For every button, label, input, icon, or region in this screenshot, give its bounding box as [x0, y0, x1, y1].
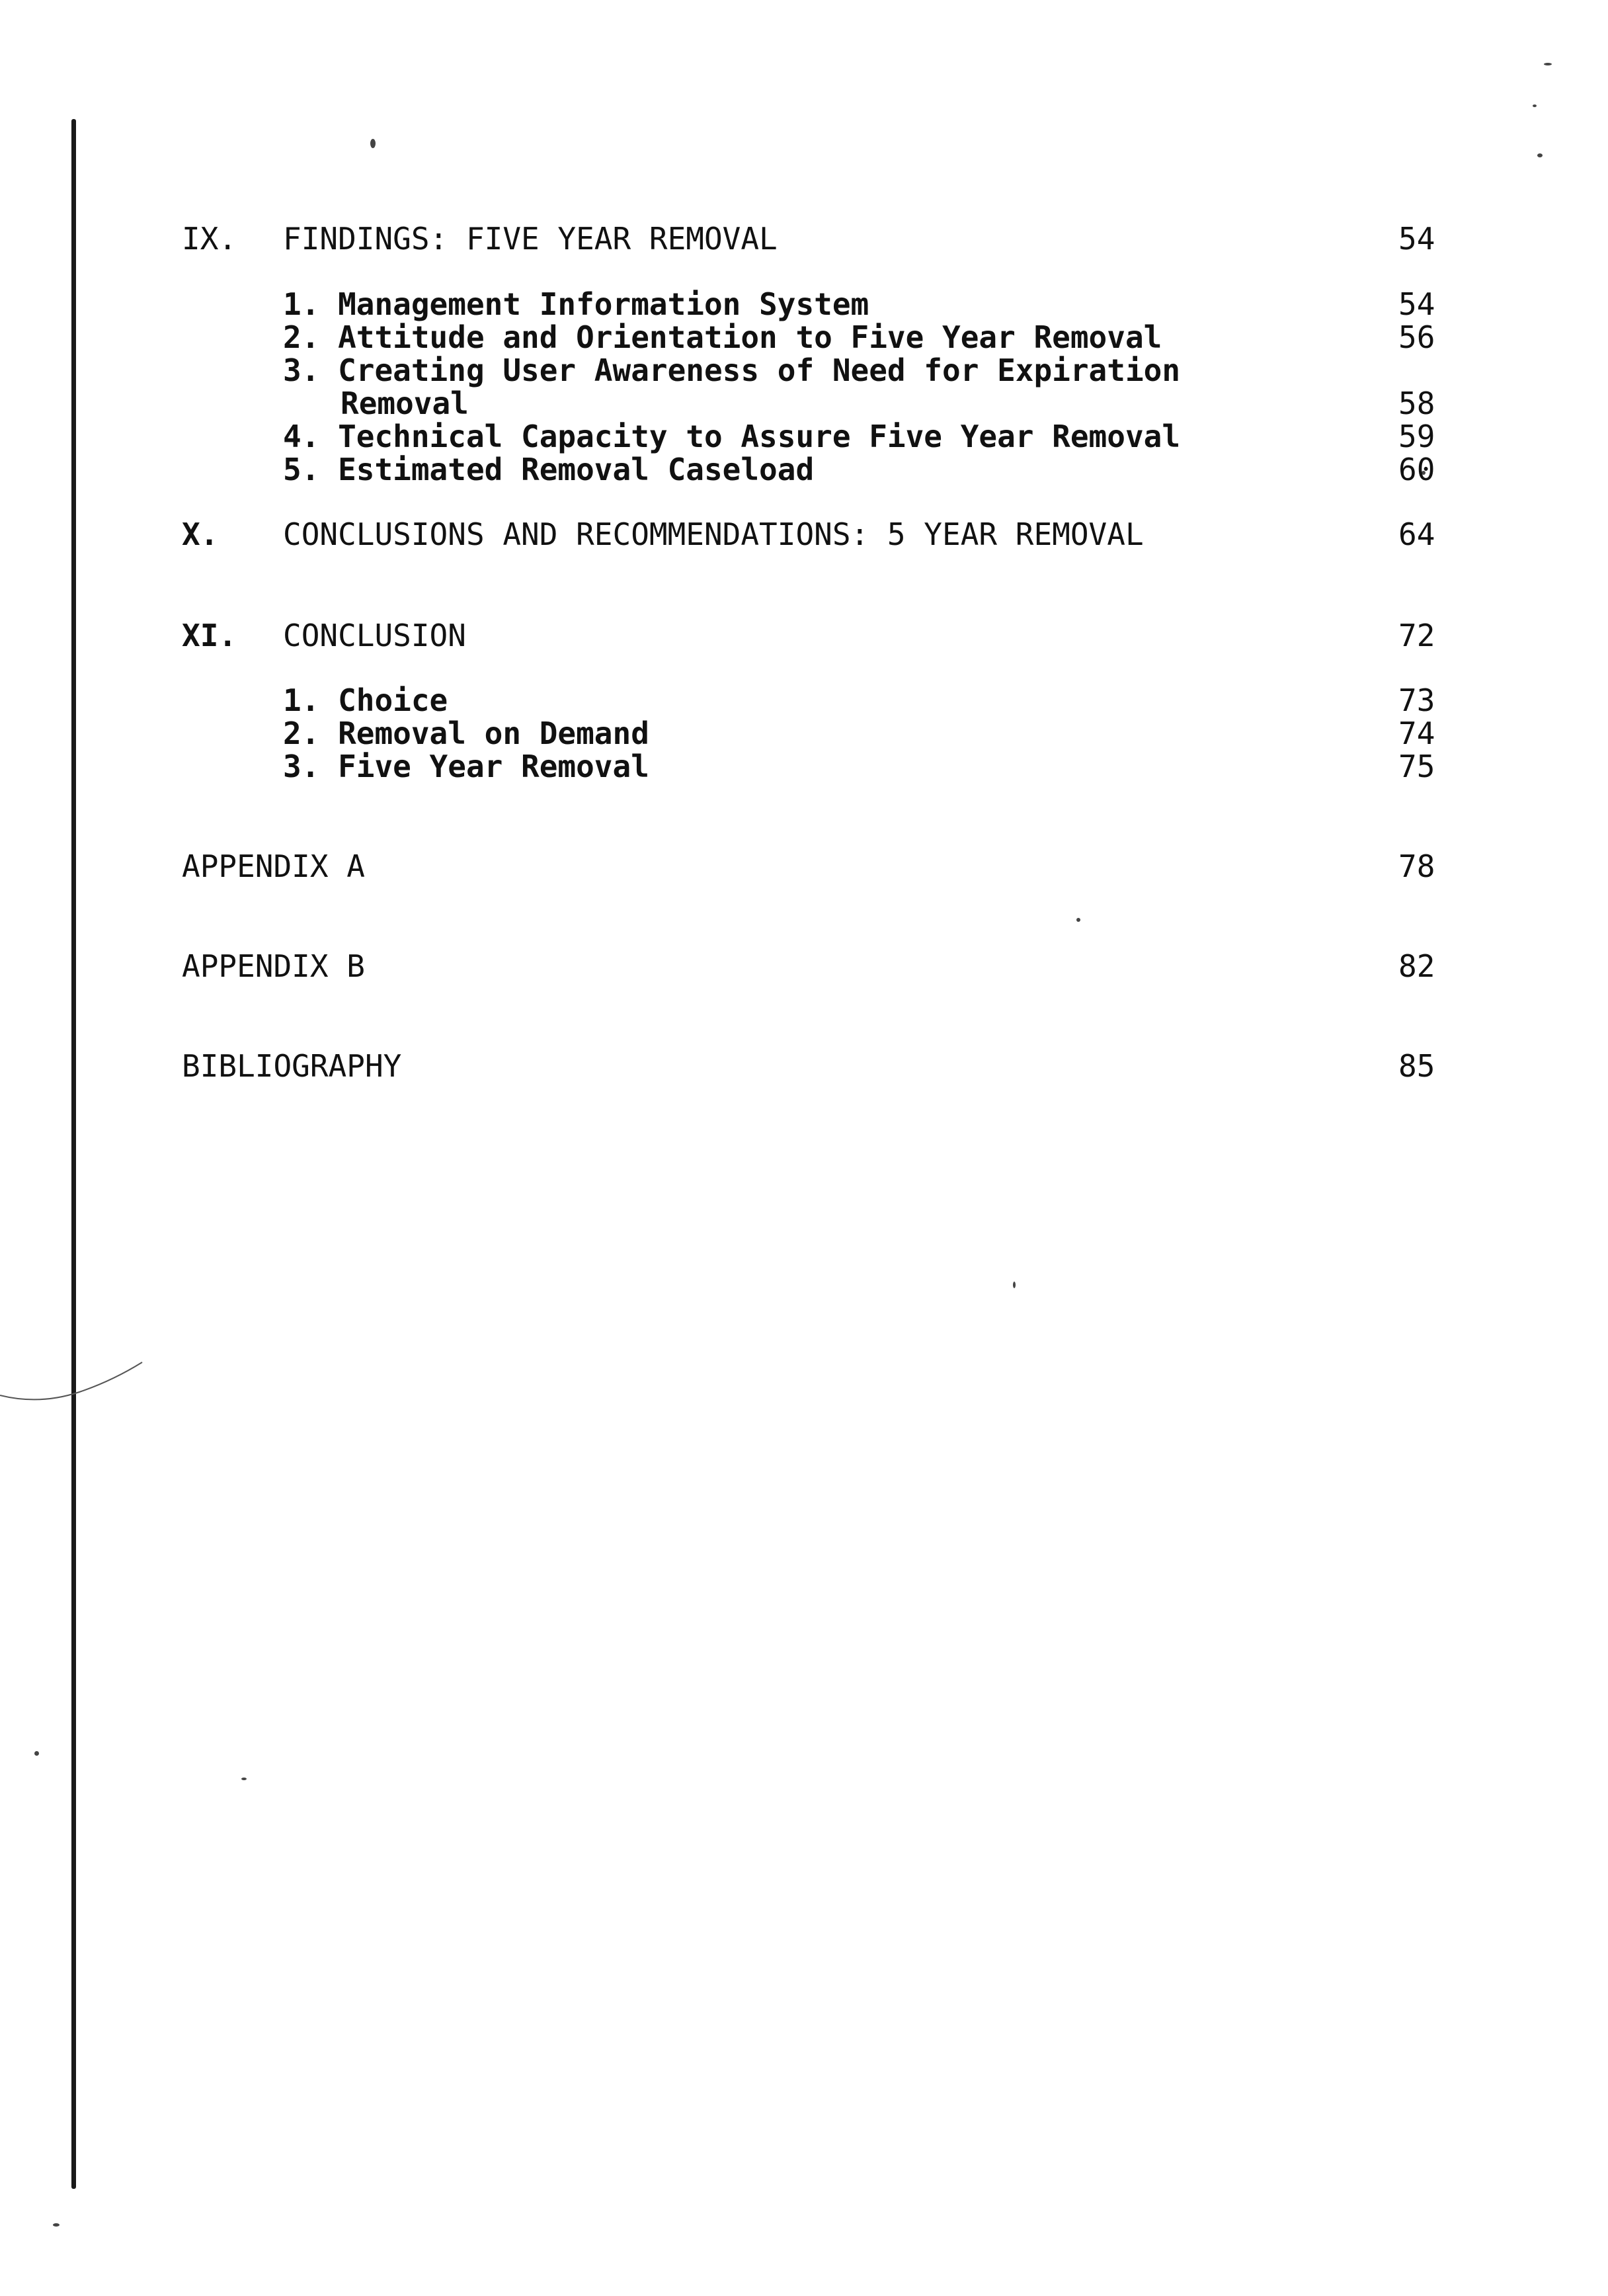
section-title: CONCLUSIONS AND RECOMMENDATIONS: 5 YEAR REMOVAL [283, 516, 1144, 552]
page-number: 64 [1398, 516, 1435, 552]
scan-speck [370, 139, 376, 148]
page-number: 58 [1398, 386, 1435, 421]
section-numeral: IX. [182, 221, 237, 257]
page-number: 60 [1398, 452, 1435, 487]
page-number: 85 [1398, 1048, 1435, 1084]
scan-speck [241, 1778, 247, 1780]
subentry-title: 1. Management Information System [283, 286, 869, 322]
subentry-title: 4. Technical Capacity to Assure Five Year Removal [283, 419, 1181, 454]
toc-subentry [0, 321, 1608, 354]
section-title: FINDINGS: FIVE YEAR REMOVAL [283, 221, 778, 257]
page-number: 82 [1398, 948, 1435, 984]
section-title: BIBLIOGRAPHY [182, 1048, 402, 1084]
toc-entry-section-x [0, 518, 1608, 551]
toc-subentry [0, 453, 1608, 486]
page-number: 56 [1398, 319, 1435, 355]
page-number: 72 [1398, 618, 1435, 653]
page-number: 73 [1398, 682, 1435, 718]
toc-subentry [0, 750, 1608, 783]
toc-entry-appendix-b [0, 950, 1608, 983]
scan-speck [1544, 63, 1552, 65]
scan-speck [34, 1751, 39, 1756]
scan-speck [1537, 153, 1543, 157]
page-number: 74 [1398, 716, 1435, 751]
scan-speck [1076, 918, 1080, 922]
toc-subentry [0, 717, 1608, 750]
toc-subentry [0, 684, 1608, 717]
toc-entry-bibliography [0, 1049, 1608, 1083]
page-number: 78 [1398, 848, 1435, 884]
scan-speck [1013, 1282, 1016, 1288]
toc-subentry-continuation [0, 387, 1608, 420]
subentry-title: 2. Attitude and Orientation to Five Year Removal [283, 319, 1162, 355]
page-number: 54 [1398, 221, 1435, 257]
section-title: APPENDIX A [182, 848, 365, 884]
subentry-title: 1. Choice [283, 682, 448, 718]
subentry-title: Removal [341, 386, 469, 421]
toc-subentry [0, 288, 1608, 321]
page-number: 75 [1398, 749, 1435, 784]
toc-entry-appendix-a [0, 850, 1608, 883]
subentry-title: 2. Removal on Demand [283, 716, 649, 751]
section-numeral: X. [182, 516, 219, 552]
subentry-title: 3. Creating User Awareness of Need for Expiration [283, 352, 1181, 388]
stray-curve-mark [0, 1356, 159, 1435]
scan-speck [1533, 104, 1537, 107]
scan-speck [53, 2223, 60, 2227]
subentry-title: 3. Five Year Removal [283, 749, 649, 784]
toc-entry-section-xi [0, 619, 1608, 652]
toc-subentry [0, 354, 1608, 387]
section-title: APPENDIX B [182, 948, 365, 984]
toc-subentry [0, 420, 1608, 453]
page-number: 54 [1398, 286, 1435, 322]
subentry-title: 5. Estimated Removal Caseload [283, 452, 815, 487]
section-title: CONCLUSION [283, 618, 466, 653]
toc-entry-section-ix [0, 222, 1608, 255]
page-number: 59 [1398, 419, 1435, 454]
section-numeral: XI. [182, 618, 237, 653]
